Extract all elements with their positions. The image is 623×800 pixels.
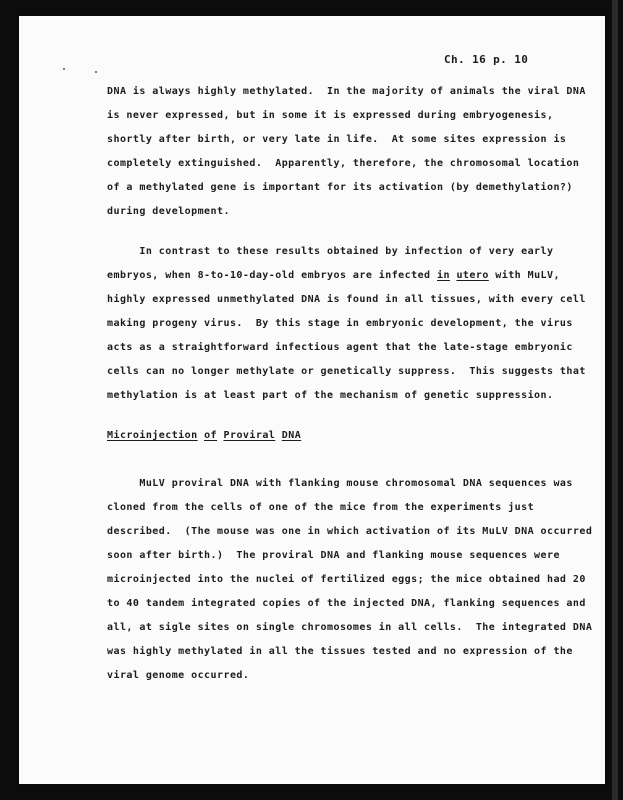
text-line: described. (The mouse was one in which activation of its MuLV DNA occurred: [107, 526, 593, 537]
heading-word: Proviral: [223, 430, 276, 441]
scan-speck: [95, 71, 97, 73]
text-line: MuLV proviral DNA with flanking mouse chromosomal DNA sequences was: [107, 478, 573, 489]
text-line: cells can no longer methylate or genetically suppress. This suggests that: [107, 366, 586, 377]
text-line: to 40 tandem integrated copies of the injected DNA, flanking sequences and: [107, 598, 586, 609]
text-segment: with MuLV,: [488, 270, 560, 281]
scan-speck: [63, 68, 65, 70]
text-line: DNA is always highly methylated. In the majority of animals the viral DNA: [107, 86, 586, 97]
text-line: is never expressed, but in some it is expressed during embryogenesis,: [107, 110, 554, 121]
heading-word: of: [204, 430, 218, 441]
text-line: during development.: [107, 206, 230, 217]
text-line: was highly methylated in all the tissues tested and no expression of the: [107, 646, 573, 657]
text-line: all, at sigle sites on single chromosomes in all cells. The integrated DNA: [107, 622, 593, 633]
text-line: shortly after birth, or very late in life. At some sites expression is: [107, 134, 567, 145]
text-line: In contrast to these results obtained by infection of very early: [107, 246, 554, 257]
text-line: making progeny virus. By this stage in embryonic development, the virus: [107, 318, 573, 329]
latin-term-utero: utero: [456, 270, 489, 281]
heading-word: Microinjection: [107, 430, 198, 441]
section-heading: [107, 430, 301, 441]
heading-word: DNA: [281, 430, 302, 441]
scan-edge: [612, 0, 618, 800]
page-number: Ch. 16 p. 10: [444, 53, 529, 66]
text-segment: embryos, when 8-to-10-day-old embryos are infected: [107, 270, 437, 281]
document-page: [19, 16, 605, 784]
text-line: highly expressed unmethylated DNA is found in all tissues, with every cell: [107, 294, 586, 305]
text-line: completely extinguished. Apparently, therefore, the chromosomal location: [107, 158, 580, 169]
latin-term-in: in: [437, 270, 450, 281]
text-line: of a methylated gene is important for its activation (by demethylation?): [107, 182, 573, 193]
text-line: acts as a straightforward infectious agent that the late-stage embryonic: [107, 342, 573, 353]
text-line: cloned from the cells of one of the mice from the experiments just: [107, 502, 535, 513]
text-line: microinjected into the nuclei of fertilized eggs; the mice obtained had 20: [107, 574, 586, 585]
text-line: methylation is at least part of the mechanism of genetic suppression.: [107, 390, 554, 401]
text-line: viral genome occurred.: [107, 670, 250, 681]
text-line: soon after birth.) The proviral DNA and flanking mouse sequences were: [107, 550, 560, 561]
text-line: [107, 270, 560, 281]
